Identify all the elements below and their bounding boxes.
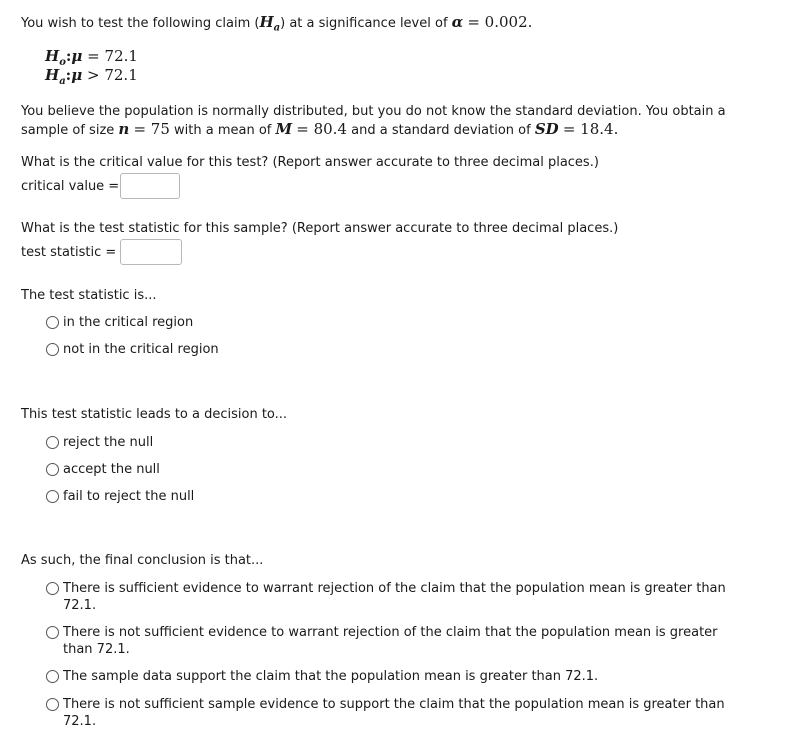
option-label: in the critical region <box>63 315 194 330</box>
option-in-critical-region[interactable] <box>46 314 193 331</box>
ctx-sample-text: sample of size <box>21 123 119 138</box>
radio-button[interactable] <box>46 490 59 503</box>
option-label: There is not sufficient evidence to warrant rejection of the claim that the population mean is greater than 72.1. <box>63 625 718 657</box>
option-label: The sample data support the claim that the population mean is greater than 72.1. <box>63 669 599 684</box>
m-symbol: M <box>275 120 293 138</box>
radio-button[interactable] <box>46 316 59 329</box>
ctx-sd-text: and a standard deviation of <box>347 123 535 138</box>
n-value: = 75 <box>133 120 170 138</box>
option-conclusion-3[interactable] <box>46 668 726 685</box>
alt-h-sub: a <box>59 76 66 87</box>
sd-symbol: SD <box>534 120 559 138</box>
alt-relation: > <box>86 66 100 84</box>
option-fail-to-reject-null[interactable] <box>46 488 194 505</box>
null-h-symbol: H <box>45 47 60 65</box>
q3-prompt: The test statistic is... <box>21 288 157 303</box>
null-h-sub: o <box>59 57 66 68</box>
alt-value: 72.1 <box>104 66 138 84</box>
claim-subscript: a <box>273 22 281 34</box>
option-conclusion-1[interactable] <box>46 580 726 614</box>
claim-symbol: H <box>259 13 274 31</box>
alt-mu: μ <box>71 66 83 84</box>
radio-button[interactable] <box>46 582 59 595</box>
option-label: fail to reject the null <box>63 489 195 504</box>
radio-button[interactable] <box>46 698 59 711</box>
radio-button[interactable] <box>46 670 59 683</box>
sd-value: = 18.4. <box>562 120 619 138</box>
alpha-value: = 0.002. <box>467 13 533 31</box>
m-value: = 80.4 <box>296 120 347 138</box>
radio-button[interactable] <box>46 436 59 449</box>
claim-statement <box>21 13 532 34</box>
option-conclusion-4[interactable] <box>46 696 726 730</box>
null-relation: = <box>87 47 100 65</box>
option-label: reject the null <box>63 435 154 450</box>
context-line-1: You believe the population is normally distributed, but you do not know the standard deviation. You obtain a <box>21 104 726 119</box>
claim-text-end: ) at a significance level of <box>280 16 452 31</box>
option-not-in-critical-region[interactable] <box>46 341 219 358</box>
null-value: 72.1 <box>104 47 138 65</box>
test-statistic-input[interactable] <box>120 239 182 265</box>
ctx-mean-text: with a mean of <box>169 123 276 138</box>
q2-prompt: What is the test statistic for this sample? (Report answer accurate to three decimal places.) <box>21 221 619 236</box>
option-label: There is not sufficient sample evidence to support the claim that the population mean is greater than 72.1. <box>63 697 725 729</box>
q4-prompt: This test statistic leads to a decision to... <box>21 407 288 422</box>
claim-text-start: You wish to test the following claim ( <box>21 16 260 31</box>
option-label: not in the critical region <box>63 342 219 357</box>
option-conclusion-2[interactable] <box>46 624 726 658</box>
n-symbol: n <box>118 120 130 138</box>
option-accept-null[interactable] <box>46 461 160 478</box>
null-hypothesis: $H_o:\mu = 72.1$ <box>45 47 138 68</box>
radio-button[interactable] <box>46 343 59 356</box>
radio-button[interactable] <box>46 463 59 476</box>
alpha-symbol: α <box>451 13 464 31</box>
option-label: There is sufficient evidence to warrant rejection of the claim that the population mean is greater than 72.1. <box>63 581 726 613</box>
context-line-2 <box>21 120 618 138</box>
radio-button[interactable] <box>46 626 59 639</box>
q1-prompt: What is the critical value for this test? (Report answer accurate to three decimal places.) <box>21 155 599 170</box>
q5-prompt: As such, the final conclusion is that... <box>21 553 264 568</box>
alt-h-symbol: H <box>45 66 60 84</box>
alt-hypothesis: $H_a:\mu > 72.1$ <box>45 66 138 87</box>
option-label: accept the null <box>63 462 160 477</box>
option-reject-null[interactable] <box>46 434 153 451</box>
critical-value-label: critical value = <box>21 179 120 194</box>
null-mu: μ <box>71 47 83 65</box>
test-statistic-label: test statistic = <box>21 245 117 260</box>
critical-value-input[interactable] <box>120 173 180 199</box>
